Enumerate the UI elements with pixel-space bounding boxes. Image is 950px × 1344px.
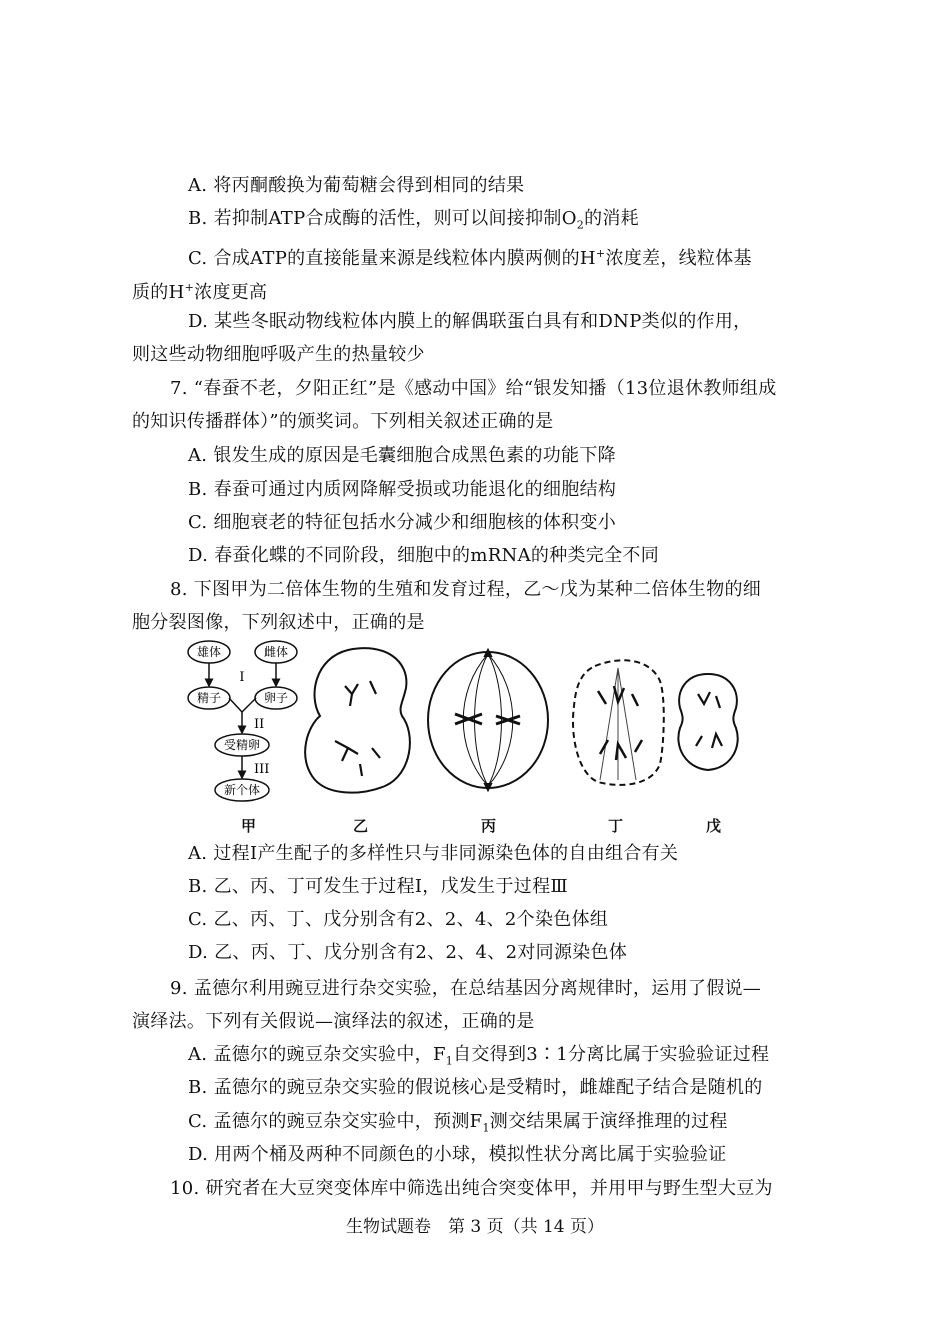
q9-option-c: C. 孟德尔的豌豆杂交实验中，预测$F_1$测交结果属于演绎推理的过程: [188, 1111, 728, 1135]
q7-option-b: B. 春蚕可通过内质网降解受损或功能退化的细胞结构: [188, 479, 617, 500]
cell-bing: [428, 650, 548, 790]
q8-option-b: B. 乙、丙、丁可发生于过程Ⅰ，戊发生于过程Ⅲ: [188, 876, 569, 897]
q8-option-d: D. 乙、丙、丁、戊分别含有2、2、4、2对同源染色体: [188, 942, 628, 963]
q9-option-a: A. 孟德尔的豌豆杂交实验中，$F_1$自交得到3∶1分离比属于实验验证过程: [188, 1044, 770, 1068]
q6-option-c-line1: C. 合成ATP的直接能量来源是线粒体内膜两侧的H+浓度差，线粒体基: [188, 247, 752, 269]
q10-stem-line1: 10. 研究者在大豆突变体库中筛选出纯合突变体甲，并用甲与野生型大豆为: [170, 1178, 773, 1199]
q9-option-d: D. 用两个桶及两种不同颜色的小球，模拟性状分离比属于实验验证: [188, 1144, 727, 1165]
q9-option-b: B. 孟德尔的豌豆杂交实验的假说核心是受精时，雌雄配子结合是随机的: [188, 1077, 763, 1098]
process-label-2: II: [254, 717, 265, 732]
label-jia: 甲: [241, 817, 257, 835]
q8-stem-line1: 8. 下图甲为二倍体生物的生殖和发育过程，乙～戊为某种二倍体生物的细: [170, 579, 762, 600]
q7-option-c: C. 细胞衰老的特征包括水分减少和细胞核的体积变小: [188, 512, 617, 533]
cell-yi: [305, 648, 410, 792]
q8-figure: [180, 636, 760, 814]
q9-stem-line2: 演绎法。下列有关假说—演绎法的叙述，正确的是: [132, 1011, 535, 1032]
node-male: 雄体: [196, 645, 222, 659]
q6-option-d-line1: D. 某些冬眠动物线粒体内膜上的解偶联蛋白具有和DNP类似的作用，: [188, 311, 752, 332]
cell-ding: [573, 660, 664, 785]
label-wu: 戊: [706, 817, 722, 835]
q6-option-a: A. 将丙酮酸换为葡萄糖会得到相同的结果: [188, 175, 525, 196]
process-label-1: I: [239, 670, 245, 685]
node-egg: 卵子: [263, 691, 289, 705]
q7-option-a: A. 银发生成的原因是毛囊细胞合成黑色素的功能下降: [188, 445, 616, 466]
label-bing: 丙: [481, 817, 497, 835]
node-new-individual: 新个体: [223, 783, 261, 797]
q6-option-b: B. 若抑制ATP合成酶的活性，则可以间接抑制$O_2$的消耗: [188, 208, 639, 232]
page-footer: 生物试题卷 第 3 页（共 14 页）: [345, 1217, 605, 1237]
q9-stem-line1: 9. 孟德尔利用豌豆进行杂交实验，在总结基因分离规律时，运用了假说—: [170, 978, 762, 999]
q6-option-c-line2: 质的H+浓度更高: [132, 281, 268, 303]
label-yi: 乙: [353, 817, 369, 835]
q8-stem-line2: 胞分裂图像，下列叙述中，正确的是: [132, 612, 425, 633]
q7-option-d: D. 春蚕化蝶的不同阶段，细胞中的mRNA的种类完全不同: [188, 545, 660, 566]
node-zygote: 受精卵: [223, 738, 261, 752]
process-label-3: III: [254, 762, 270, 777]
q7-stem-line2: 的知识传播群体）”的颁奖词。下列相关叙述正确的是: [132, 411, 554, 432]
q8-option-c: C. 乙、丙、丁、戊分别含有2、2、4、2个染色体组: [188, 909, 609, 930]
cell-wu: [678, 674, 737, 770]
life-cycle-diagram: [188, 641, 297, 801]
q6-option-d-line2: 则这些动物细胞呼吸产生的热量较少: [132, 344, 425, 365]
q7-stem-line1: 7. “春蚕不老，夕阳正红”是《感动中国》给“银发知播（13位退休教师组成: [170, 378, 777, 399]
node-sperm: 精子: [196, 691, 222, 705]
node-female: 雌体: [263, 645, 289, 659]
label-ding: 丁: [608, 817, 624, 835]
q8-option-a: A. 过程Ⅰ产生配子的多样性只与非同源染色体的自由组合有关: [188, 843, 679, 864]
